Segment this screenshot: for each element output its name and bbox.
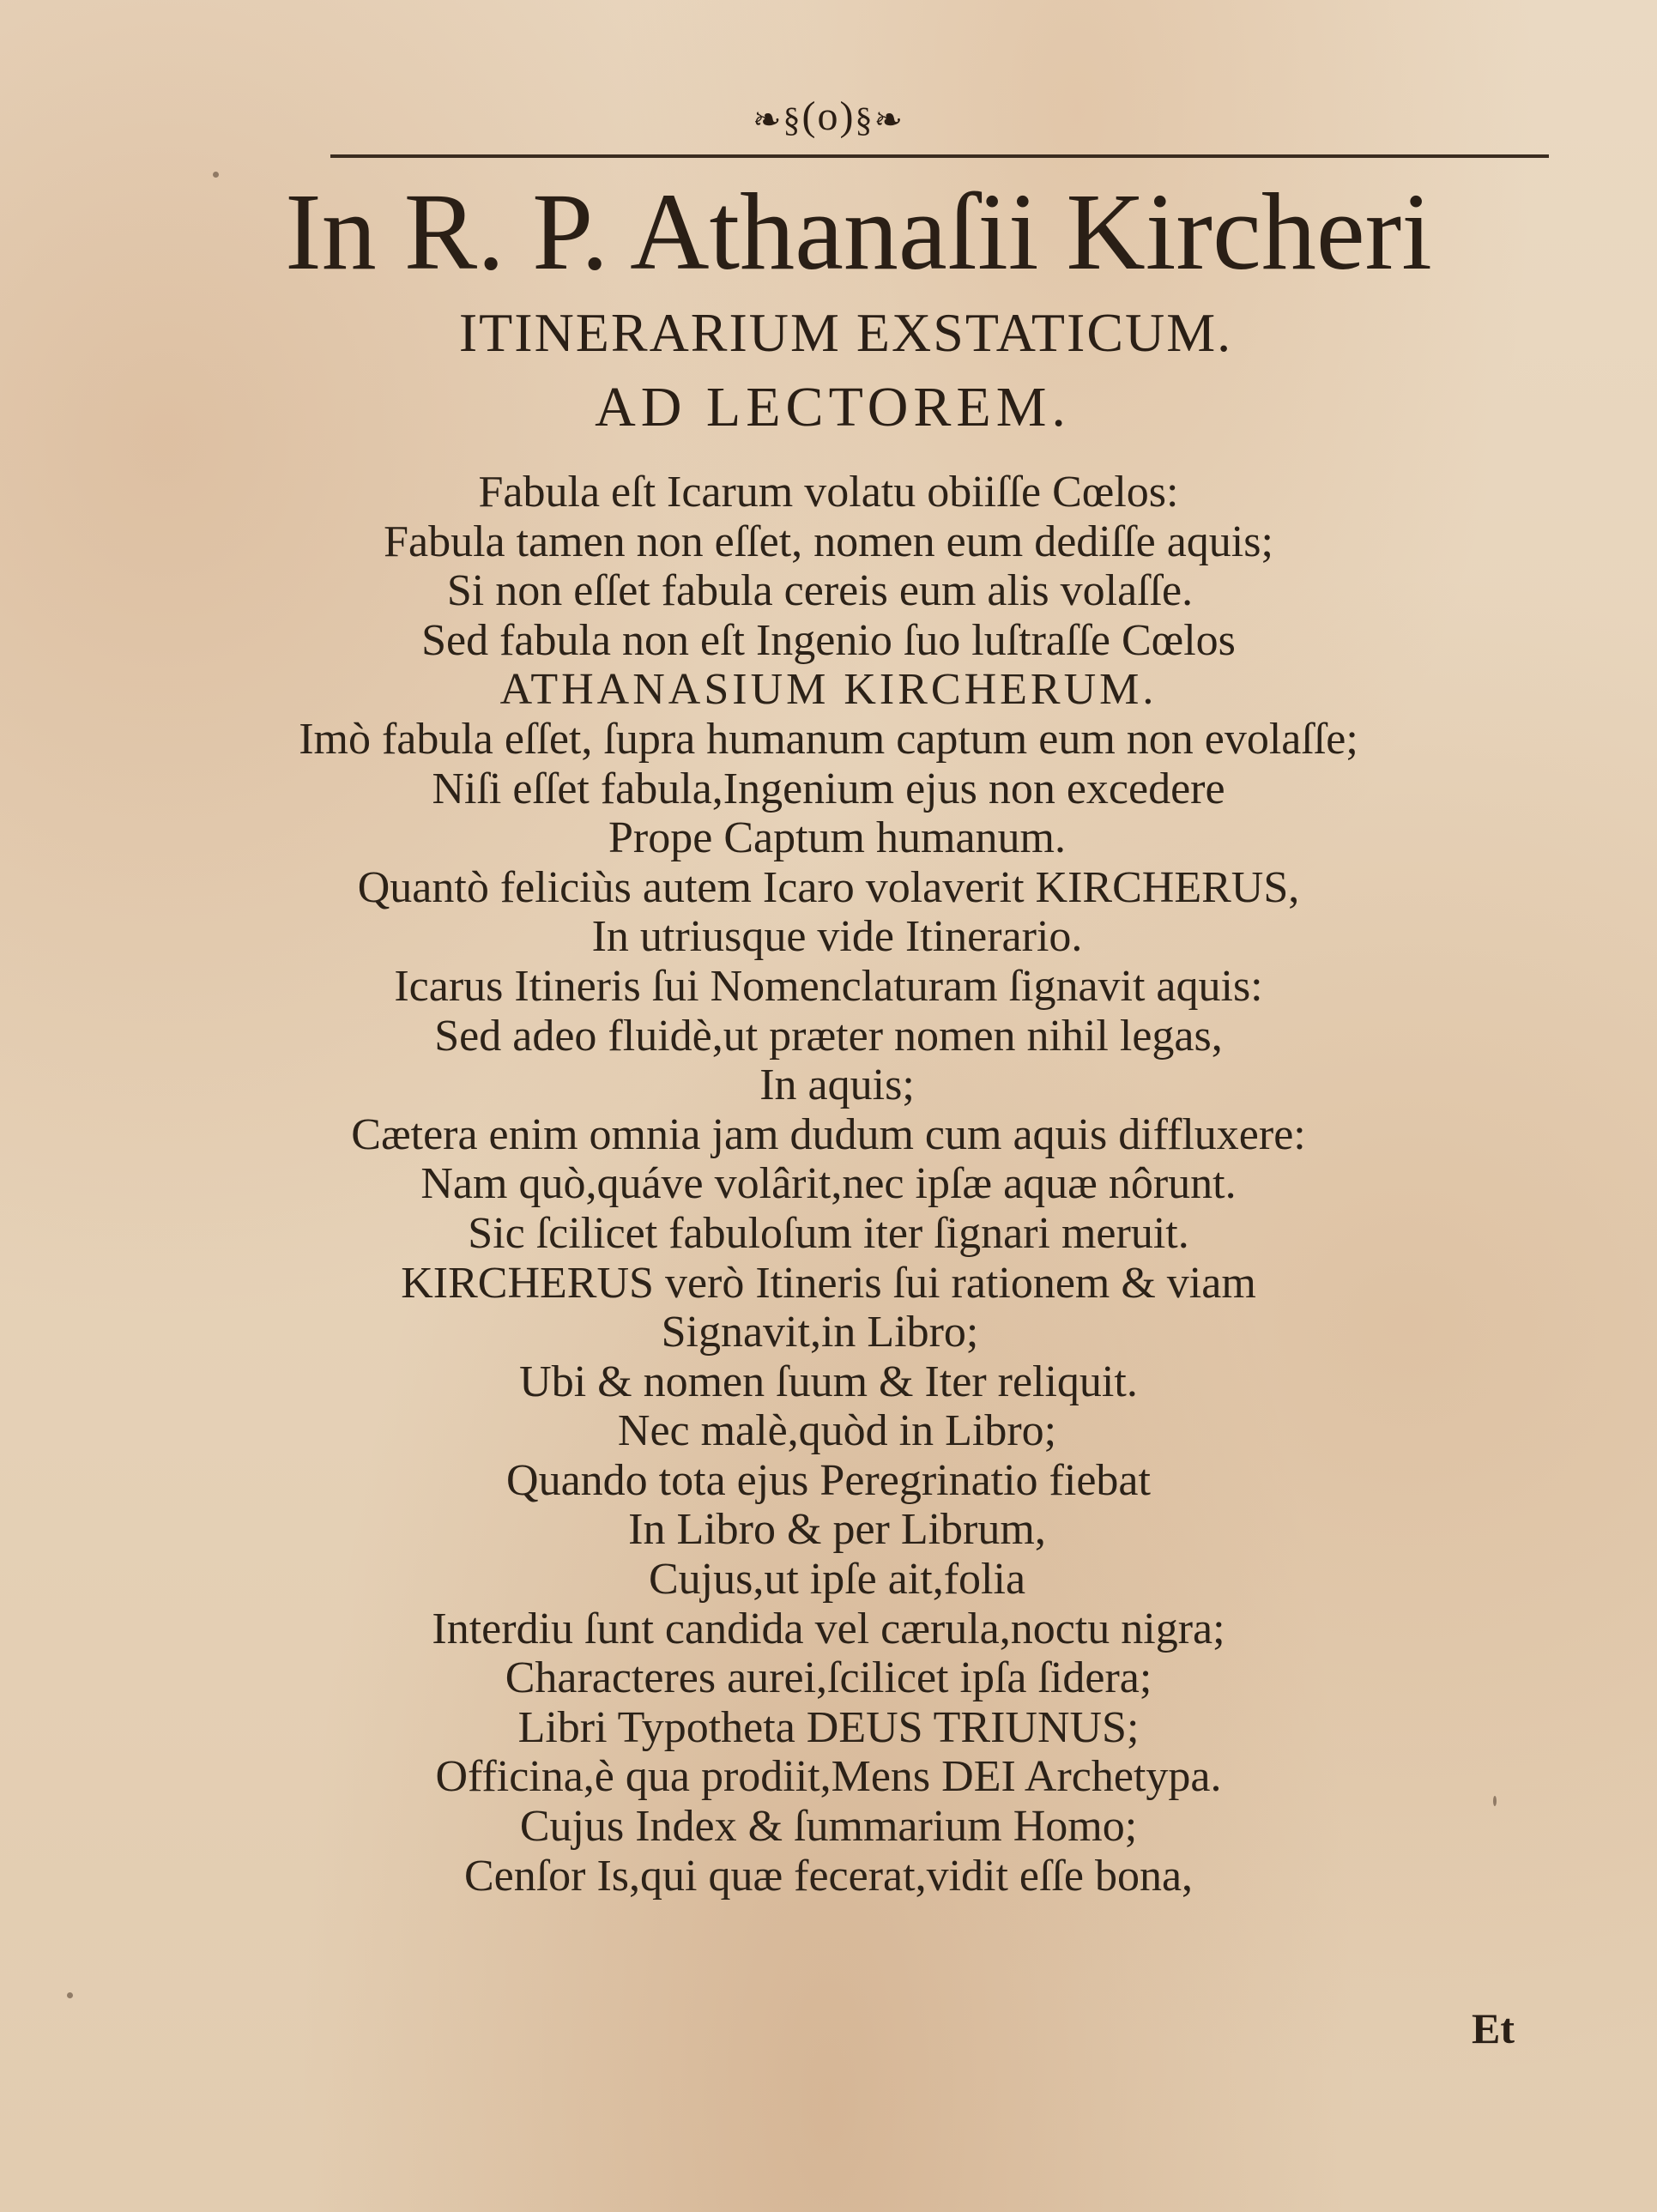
poem-line: Quantò feliciùs autem Icaro volaverit KIRCHERUS, xyxy=(357,862,1300,912)
poem-line: Signavit,in Libro; xyxy=(661,1308,979,1357)
page-header xyxy=(0,93,1657,140)
poem-line: Cenſor Is,qui quæ fecerat,vidit eſſe bona, xyxy=(463,1851,1194,1901)
poem-body xyxy=(0,468,1657,1901)
poem-line: Fabula eſt Icarum volatu obiiſſe Cœlos: xyxy=(478,468,1179,517)
poem-line: Prope Captum humanum. xyxy=(608,813,1066,863)
poem-line: In aquis; xyxy=(759,1061,915,1110)
poem-line: Nec malè,quòd in Libro; xyxy=(617,1406,1057,1456)
poem-line: In Libro & per Librum, xyxy=(628,1505,1046,1555)
poem-line: Sed adeo fluidè,ut præter nomen nihil legas, xyxy=(434,1011,1223,1061)
title-block xyxy=(0,167,1657,446)
poem-line: Characteres aurei,ſcilicet ipſa ſidera; xyxy=(505,1653,1152,1703)
paper-speck xyxy=(1493,1796,1497,1806)
poem-line: Sed fabula non eſt Ingenio ſuo luſtraſſe Cœlos xyxy=(421,615,1236,665)
poem-line: Cætera enim omnia jam dudum cum aquis diffluxere: xyxy=(351,1109,1306,1159)
poem-line: Icarus Itineris ſui Nomenclaturam ſignavit aquis: xyxy=(394,961,1263,1011)
poem-line: Imò fabula eſſet, ſupra humanum captum eum non evolaſſe; xyxy=(299,714,1358,764)
poem-line: Libri Typotheta DEUS TRIUNUS; xyxy=(517,1702,1140,1752)
poem-line: Sic ſcilicet fabuloſum iter ſignari meruit. xyxy=(468,1208,1189,1258)
title-line-1: In R. P. Athanaſii Kircheri xyxy=(285,171,1432,293)
header-rule xyxy=(330,154,1549,158)
poem-line: Officina,è qua prodiit,Mens DEI Archetypa. xyxy=(435,1752,1222,1802)
poem-line: Fabula tamen non eſſet, nomen eum dediſſe aquis; xyxy=(384,517,1273,566)
poem-line: Cujus,ut ipſe ait,folia xyxy=(648,1555,1026,1605)
catchword: Et xyxy=(1472,2004,1515,2052)
poem-line: ATHANASIUM KIRCHERUM. xyxy=(499,665,1158,715)
fleuron-left-icon: ❧§ xyxy=(753,100,802,140)
page-mark: (o) xyxy=(801,94,856,139)
poem-line: Si non eſſet fabula cereis eum alis volaſſe. xyxy=(446,566,1194,616)
fleuron-right-icon: §❧ xyxy=(855,100,904,140)
title-line-2: ITINERARIUM EXSTATICUM. xyxy=(458,302,1233,363)
paper-speck xyxy=(213,172,219,178)
title-line-3: AD LECTOREM. xyxy=(595,376,1071,438)
poem-line: In utriusque vide Itinerario. xyxy=(591,912,1083,962)
poem-line: Niſi eſſet fabula,Ingenium ejus non excedere xyxy=(432,764,1225,813)
poem-line: Nam quò,quáve volârit,nec ipſæ aquæ nôrunt. xyxy=(420,1159,1237,1209)
poem-line: KIRCHERUS verò Itineris ſui rationem & viam xyxy=(401,1258,1256,1308)
paper-speck xyxy=(67,1992,73,1998)
poem-line: Quando tota ejus Peregrinatio fiebat xyxy=(506,1455,1151,1505)
poem-line: Interdiu ſunt candida vel cærula,noctu nigra; xyxy=(432,1604,1225,1653)
poem-line: Ubi & nomen ſuum & Iter reliquit. xyxy=(519,1357,1138,1406)
poem-line: Cujus Index & ſummarium Homo; xyxy=(519,1802,1138,1852)
